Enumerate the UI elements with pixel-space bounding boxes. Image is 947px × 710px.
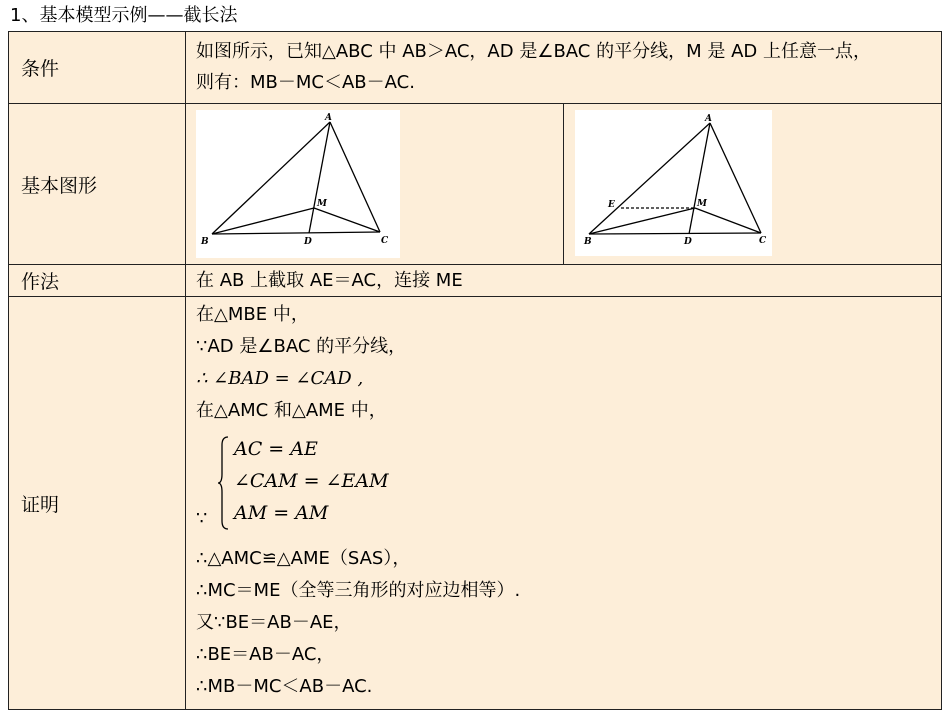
condition-label: 条件 [9,32,186,104]
proof-conclusion-5: ∴MB－MC＜AB－AC. [196,676,373,697]
segment-bc [589,233,761,234]
section-heading: 1、基本模型示例——截长法 [10,5,238,26]
point-label-a: A [705,114,712,124]
method-label: 作法 [9,265,186,297]
proof-line-3: ∴ ∠BAD = ∠CAD , [196,368,364,389]
left-brace-icon [218,436,230,530]
model-table [8,31,942,710]
point-label-d: D [304,237,312,247]
proof-conclusion-4: ∴BE＝AB－AC， [196,644,335,665]
point-label-d: D [684,237,692,247]
segment-ac [330,122,380,232]
figure-cell-1 [186,104,563,264]
proof-line-4: 在△AMC 和△AME 中， [196,400,387,421]
triangle-figure-construction [575,110,772,256]
proof-line-2: ∵AD 是∠BAC 的平分线， [196,336,407,357]
segment-bm [589,208,695,234]
triangle-construction-svg [575,110,772,256]
point-label-e: E [608,200,615,210]
equation-1: AC = AE [234,438,318,460]
equation-2: ∠CAM = ∠EAM [234,470,389,492]
point-label-c: C [759,236,767,246]
figure-label: 基本图形 [9,104,186,265]
proof-conclusion-3: 又∵BE＝AB－AE， [196,612,352,633]
proof-conclusion-1: ∴△AMC≌△AME（SAS）， [196,548,411,569]
point-label-m: M [697,199,707,209]
point-label-a: A [325,113,332,123]
condition-line-2: 则有：MB－MC＜AB－AC. [196,72,415,93]
condition-row [9,32,942,104]
proof-line-1: 在△MBE 中， [196,304,309,325]
segment-bc [212,232,380,234]
segment-bm [212,208,314,234]
method-text: 在 AB 上截取 AE＝AC，连接 ME [196,269,463,291]
proof-label: 证明 [9,297,186,710]
point-label-b: B [584,237,592,247]
proof-content [186,297,942,710]
point-label-b: B [201,237,209,247]
triangle-basic-svg [196,110,400,258]
method-content [186,265,942,297]
equation-system [196,433,931,533]
condition-line-1: 如图所示，已知△ABC 中 AB＞AC，AD 是∠BAC 的平分线，M 是 AD 上任意一点， [196,41,871,62]
figure-row [9,104,942,265]
proof-conclusion-2: ∴MC＝ME（全等三角形的对应边相等）. [196,580,521,601]
point-label-m: M [317,199,327,209]
condition-content [186,32,942,104]
equation-3: AM = AM [234,502,329,524]
since-symbol: ∵ [196,508,208,529]
triangle-figure-basic [196,110,400,258]
method-row [9,265,942,297]
figure-content [186,104,942,265]
figure-cell-2 [563,104,941,264]
point-label-c: C [381,236,389,246]
proof-row [9,297,942,710]
